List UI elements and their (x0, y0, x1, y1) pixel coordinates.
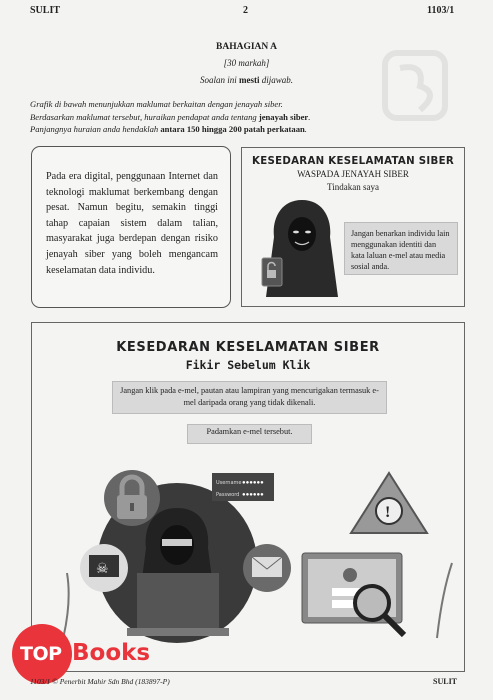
intro-line-2: Berdasarkan maklumat tersebut, huraikan pendapat anda tentang jenayah siber. (30, 111, 311, 122)
footer-sulit: SULIT (433, 677, 458, 686)
poster2-note2-panel (187, 424, 312, 444)
poster-subtitle: WASPADA JENAYAH SIBER (297, 169, 409, 179)
section-title: BAHAGIAN A (216, 42, 277, 52)
padlock-icon (104, 470, 160, 526)
poster-tagline: Tindakan saya (327, 182, 379, 192)
info-box-digital-era (31, 146, 231, 308)
intro-line-3: Panjangnya huraian anda hendaklah antara 150 hingga 200 patah perkataan. (30, 124, 307, 134)
poster2-subtitle: Fikir Sebelum Klik (185, 358, 311, 372)
poster-fikir-sebelum-klik (31, 322, 465, 672)
section-instruction: Soalan ini mesti dijawab. (199, 75, 294, 85)
poster-note-panel (344, 222, 458, 275)
hacker-figure-icon (252, 192, 352, 302)
page-number: 2 (243, 5, 248, 16)
login-password-label: Password (216, 492, 240, 498)
cyber-illustration (32, 453, 464, 669)
watermark-top: TOP (20, 643, 62, 665)
poster2-note1: Jangan klik pada e-mel, pautan atau lampiran yang mencurigakan termasuk e-mel daripada orang yang tidak dikenali. (120, 386, 379, 407)
section-marks: [30 markah] (223, 58, 270, 68)
footer-copyright: 1103/1 © Penerbit Mahir Sdn Bhd (183897-P) (30, 677, 170, 686)
poster2-note1-panel (112, 381, 387, 414)
login-username-label: Username (216, 480, 242, 486)
exclamation-icon: ! (385, 504, 391, 521)
poster-title: KESEDARAN KESELAMATAN SIBER (252, 156, 454, 167)
poster2-note2: Padamkan e-mel tersebut. (206, 427, 293, 436)
poster2-title: KESEDARAN KESELAMATAN SIBER (116, 340, 380, 355)
svg-text:●●●●●●: ●●●●●● (242, 492, 264, 498)
paper-code: 1103/1 (427, 5, 455, 16)
skull-icon: ☠ (96, 562, 109, 577)
info-box-text: Pada era digital, penggunaan Internet dan teknologi maklumat berkembang dengan pesat. Namun begitu, semakin tinggi tahap capaian sistem dalam talian, masyarakat juga berdepan dengan risiko jenayah siber yang boleh mengancam keselamatan data individu. (46, 171, 218, 276)
header-sulit: SULIT (30, 5, 61, 16)
watermark-books: Books (72, 640, 151, 666)
intro-line-1: Grafik di bawah menunjukkan maklumat berkaitan dengan jenayah siber. (30, 99, 283, 109)
question-intro (30, 98, 470, 136)
poster-waspada (241, 147, 465, 307)
poster-note: Jangan benarkan individu lain menggunakan identiti dan kata laluan e-mel atau media sosial anda. (351, 229, 450, 271)
svg-text:●●●●●●: ●●●●●● (242, 480, 264, 486)
